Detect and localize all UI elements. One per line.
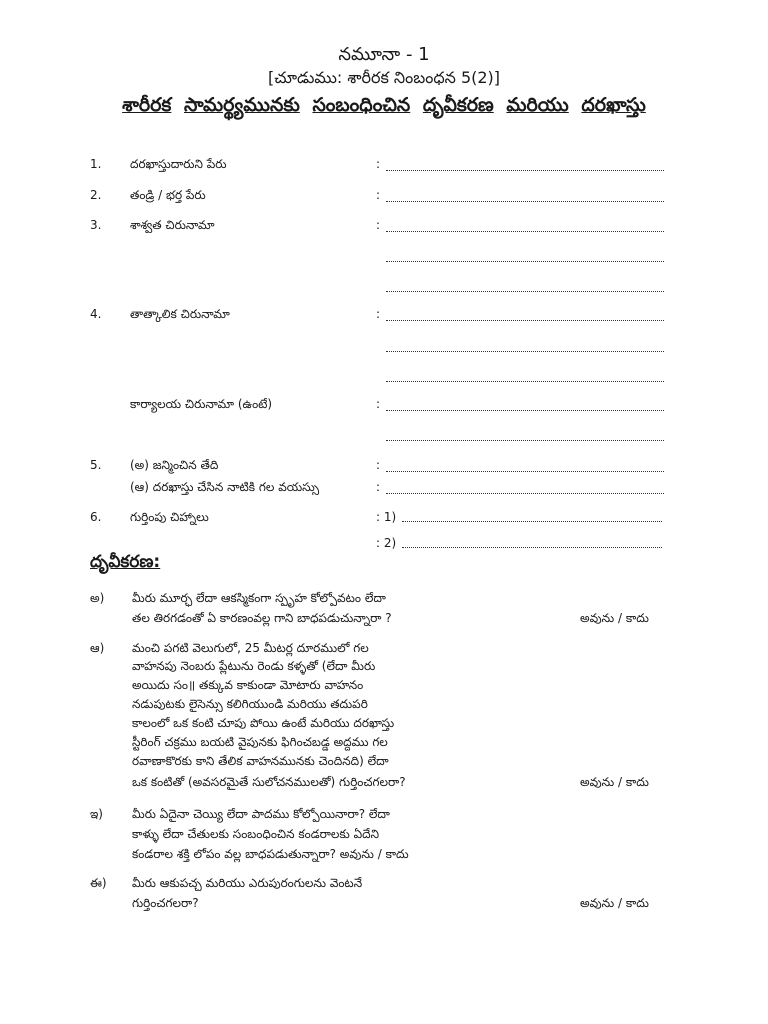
identification-mark-2-line[interactable] xyxy=(402,535,662,548)
permanent-address-line-2[interactable] xyxy=(386,249,664,262)
form-number: నమూనా - 1 xyxy=(338,44,430,65)
field-label-age: (ఆ) దరఖాస్తు చేసిన నాటికి గల వయస్సు xyxy=(130,480,320,494)
field-label-father-husband-name: తండ్రి / భర్త పేరు xyxy=(130,188,206,202)
field-colon: : xyxy=(376,188,381,202)
title-word: శారీరక xyxy=(122,94,172,116)
title-word: సంబంధించిన xyxy=(312,94,411,116)
question-line: మీరు మూర్ఛ లేదా ఆకస్మికంగా స్పృహ కోల్పోవటం లేదా xyxy=(132,591,386,605)
title-word: దృవీకరణ xyxy=(422,94,494,116)
field-colon: : xyxy=(376,480,381,494)
question-line: కండరాల శక్తి లోపం వల్ల బాధపడుతున్నారా? అవును / కాదు xyxy=(132,847,409,861)
office-address-line-2[interactable] xyxy=(386,428,664,441)
question-line: మీరు ఏదైనా చెయ్యి లేదా పాదము కోల్పోయినారా? లేదా xyxy=(132,807,390,821)
field-number: 5. xyxy=(90,458,102,472)
field-colon: : 1) xyxy=(376,510,397,524)
field-label-identification-marks: గుర్తింపు చిహ్నాలు xyxy=(130,510,209,524)
office-address-line-1[interactable] xyxy=(386,398,664,411)
question-line: రవాణాకొరకు కాని తేలిక వాహనమునకు చెందినది) లేదా xyxy=(132,754,389,768)
age-line[interactable] xyxy=(386,481,664,494)
temporary-address-line-3[interactable] xyxy=(386,369,664,382)
question-line: మంచి పగటి వెలుగులో, 25 మీటర్ల దూరములో గల xyxy=(132,641,369,655)
temporary-address-line-2[interactable] xyxy=(386,339,664,352)
question-line: కాళ్ళు లేదా చేతులకు సంబంధించిన కండరాలకు ఏదేని xyxy=(132,827,380,841)
field-number: 6. xyxy=(90,510,102,524)
question-key: ఆ) xyxy=(90,641,105,655)
question-line: స్టీరింగ్ చక్రము బయటి వైపునకు ఫిగించబడ్డ అద్దము గల xyxy=(132,735,388,749)
answer-option-yes-no[interactable]: అవును / కాదు xyxy=(580,896,649,910)
permanent-address-line-3[interactable] xyxy=(386,279,664,292)
answer-option-yes-no[interactable]: అవును / కాదు xyxy=(580,775,649,789)
field-number: 1. xyxy=(90,157,102,171)
field-number: 3. xyxy=(90,218,102,232)
declaration-heading: దృవీకరణ: xyxy=(90,552,161,572)
field-label-date-of-birth: (అ) జన్మించిన తేది xyxy=(130,458,219,472)
field-colon: : xyxy=(376,218,381,232)
field-colon: : xyxy=(376,397,381,411)
field-colon: : 2) xyxy=(376,536,397,550)
question-line: వాహనపు నెంబరు ప్లేటును రెండు కళ్ళతో (లేదా మీరు xyxy=(132,659,376,673)
question-line: గుర్తించగలరా? xyxy=(132,896,199,910)
field-number: 2. xyxy=(90,188,102,202)
question-line: కాలంలో ఒక కంటి చూపు పోయి ఉంటే మరియు దరఖాస్తు xyxy=(132,716,395,730)
permanent-address-line-1[interactable] xyxy=(386,219,664,232)
question-line: ఒక కంటితో (అవసరమైతే సులోచనములతో) గుర్తించగలరా? xyxy=(132,775,406,789)
field-label-permanent-address: శాశ్వత చిరునామా xyxy=(130,218,215,232)
identification-mark-1-line[interactable] xyxy=(402,509,662,522)
question-key: ఇ) xyxy=(90,807,103,821)
rule-reference: [చూడుము: శారీరక నింబంధన 5(2)] xyxy=(267,68,501,87)
field-colon: : xyxy=(376,458,381,472)
field-colon: : xyxy=(376,307,381,321)
date-of-birth-line[interactable] xyxy=(386,459,664,472)
question-line: అయిదు సం॥ తక్కువ కాకుండా మోటారు వాహనం xyxy=(132,678,364,692)
form-title xyxy=(0,94,768,121)
title-word: దరఖాస్తు xyxy=(581,94,646,116)
question-line: నడుపుటకు లైసెన్సు కలిగియుండి మరియు తదుపరి xyxy=(132,697,368,711)
temporary-address-line-1[interactable] xyxy=(386,308,664,321)
father-husband-name-line[interactable] xyxy=(386,189,664,202)
title-word: మరియు xyxy=(506,94,569,116)
question-line: మీరు ఆకుపచ్చ మరియు ఎరుపురంగులను వెంటనే xyxy=(132,876,363,890)
field-colon: : xyxy=(376,157,381,171)
field-label-temporary-address: తాత్కాలిక చిరునామా xyxy=(130,307,230,321)
question-key: ఈ) xyxy=(90,876,107,890)
field-label-applicant-name: దరఖాస్తుదారుని పేరు xyxy=(130,157,227,171)
answer-option-yes-no[interactable]: అవును / కాదు xyxy=(580,611,649,625)
question-key: అ) xyxy=(90,591,105,605)
field-number: 4. xyxy=(90,307,102,321)
field-label-office-address: కార్యాలయ చిరునామా (ఉంటే) xyxy=(130,397,273,411)
question-line: తల తిరగడంతో ఏ కారణంవల్ల గాని బాధపడుచున్నారా ? xyxy=(132,611,392,625)
applicant-name-line[interactable] xyxy=(386,158,664,171)
title-word: సామర్థ్యమునకు xyxy=(183,94,300,116)
